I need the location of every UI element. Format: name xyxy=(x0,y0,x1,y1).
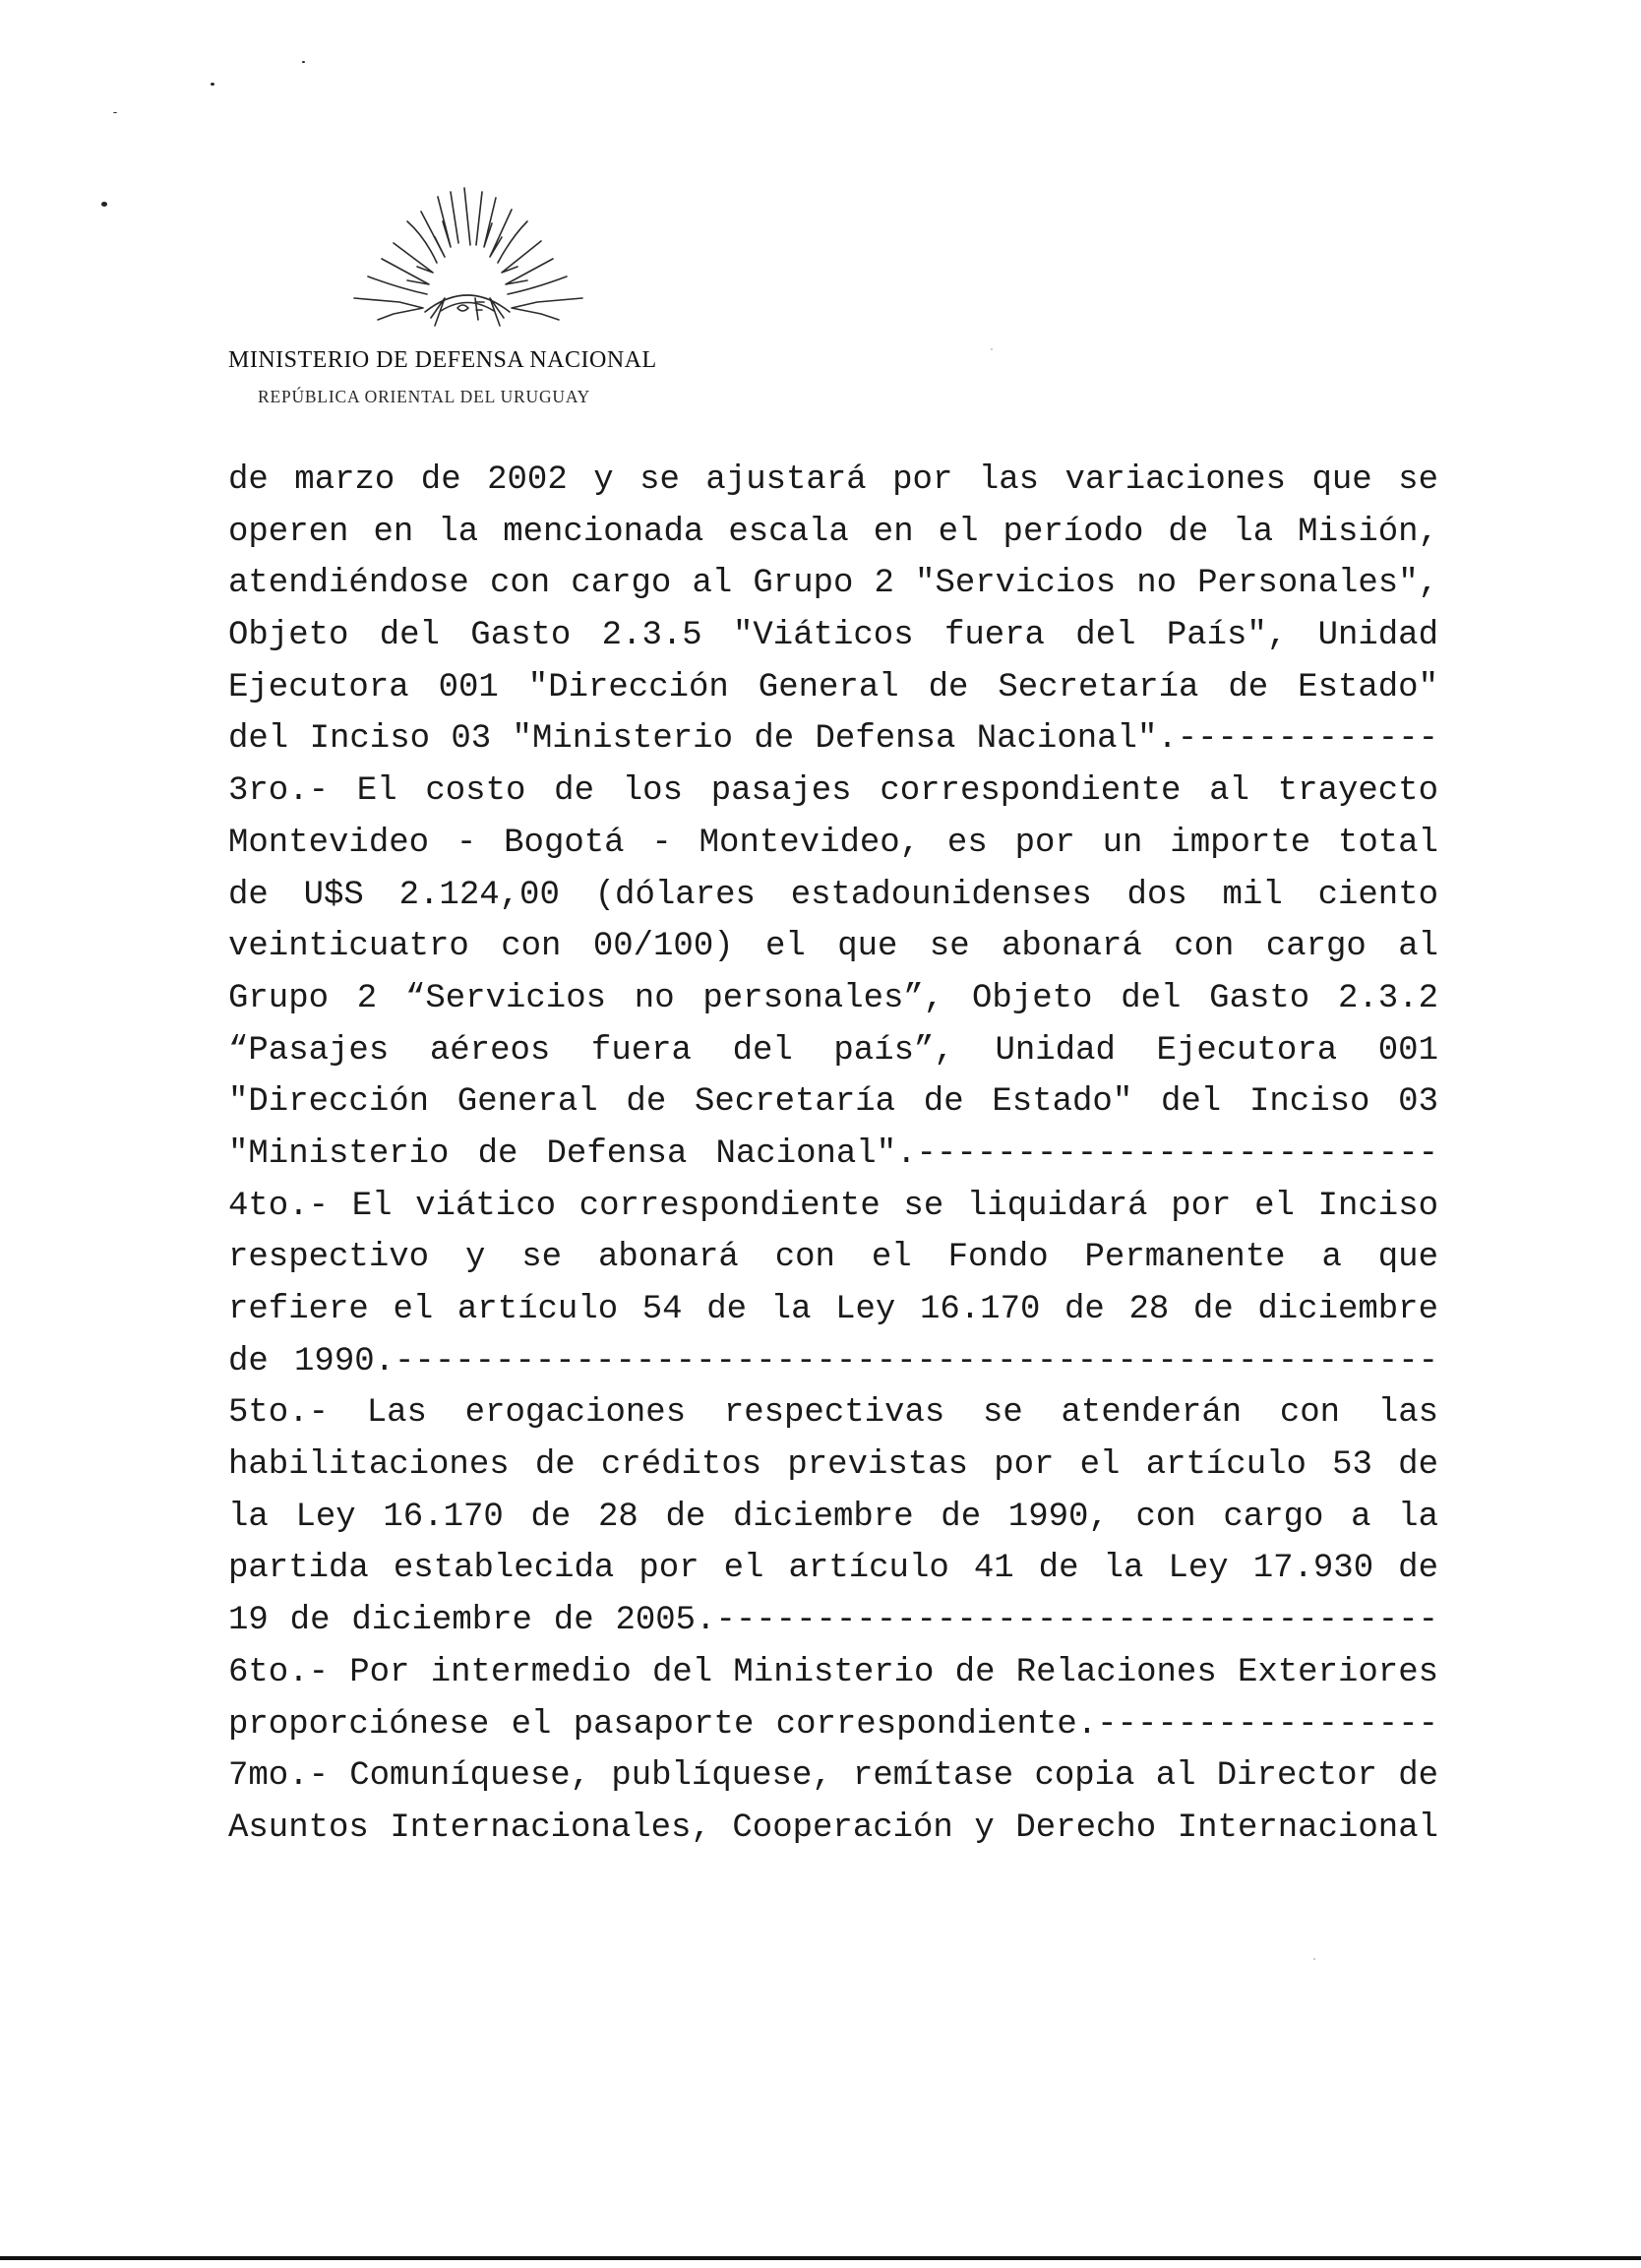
text-line: proporciónese el pasaporte correspondiente.----------------- xyxy=(228,1705,1438,1744)
text-line: 3ro.- El costo de los pasajes correspondiente al trayecto xyxy=(228,772,1438,811)
text-line: 7mo.- Comuníquese, publíquese, remítase copia al Director de xyxy=(228,1757,1438,1796)
scan-speck xyxy=(211,83,214,86)
text-line: Montevideo - Bogotá - Montevideo, es por un importe total xyxy=(228,824,1438,862)
document-body xyxy=(228,455,1438,1855)
text-line: 19 de diciembre de 2005.------------------------------------ xyxy=(228,1602,1438,1640)
sun-of-may-emblem-icon xyxy=(334,182,600,330)
scan-bottom-edge xyxy=(0,2256,1641,2260)
scan-speck xyxy=(1313,1958,1315,1960)
text-line: de marzo de 2002 y se ajustará por las variaciones que se xyxy=(228,461,1438,499)
text-line: "Dirección General de Secretaría de Estado" del Inciso 03 xyxy=(228,1083,1438,1122)
text-line: de 1990.---------------------------------------------------- xyxy=(228,1342,1438,1380)
text-line: atendiéndose con cargo al Grupo 2 "Servicios no Personales", xyxy=(228,565,1438,603)
text-line: 4to.- El viático correspondiente se liquidará por el Inciso xyxy=(228,1187,1438,1225)
text-line: Asuntos Internacionales, Cooperación y Derecho Internacional xyxy=(228,1808,1438,1847)
text-line: Objeto del Gasto 2.3.5 "Viáticos fuera del País", Unidad xyxy=(228,617,1438,655)
text-line: 6to.- Por intermedio del Ministerio de Relaciones Exteriores xyxy=(228,1653,1438,1691)
text-line: la Ley 16.170 de 28 de diciembre de 1990, con cargo a la xyxy=(228,1498,1438,1536)
text-line: "Ministerio de Defensa Nacional".-------------------------- xyxy=(228,1134,1438,1173)
text-line: “Pasajes aéreos fuera del país”, Unidad Ejecutora 001 xyxy=(228,1031,1438,1070)
text-line: 5to.- Las erogaciones respectivas se atenderán con las xyxy=(228,1394,1438,1433)
scan-speck xyxy=(113,112,117,113)
text-line: Grupo 2 “Servicios no personales”, Objeto del Gasto 2.3.2 xyxy=(228,979,1438,1017)
republic-name: REPÚBLICA ORIENTAL DEL URUGUAY xyxy=(258,387,591,406)
text-line: operen en la mencionada escala en el período de la Misión, xyxy=(228,513,1438,551)
text-line: de U$S 2.124,00 (dólares estadounidenses dos mil ciento xyxy=(228,876,1438,914)
scan-speck xyxy=(302,61,305,63)
scan-speck xyxy=(101,202,107,207)
text-line: veinticuatro con 00/100) el que se abonará con cargo al xyxy=(228,928,1438,966)
text-line: partida establecida por el artículo 41 de la Ley 17.930 de xyxy=(228,1550,1438,1588)
text-line: refiere el artículo 54 de la Ley 16.170 de 28 de diciembre xyxy=(228,1291,1438,1328)
text-line: respectivo y se abonará con el Fondo Permanente a que xyxy=(228,1239,1438,1277)
ministry-name: MINISTERIO DE DEFENSA NACIONAL xyxy=(228,347,657,373)
text-line: habilitaciones de créditos previstas por el artículo 53 de xyxy=(228,1446,1438,1485)
scan-speck xyxy=(991,348,993,350)
text-line: Ejecutora 001 "Dirección General de Secretaría de Estado" xyxy=(228,668,1438,706)
text-line: del Inciso 03 "Ministerio de Defensa Nacional".------------- xyxy=(228,720,1438,759)
